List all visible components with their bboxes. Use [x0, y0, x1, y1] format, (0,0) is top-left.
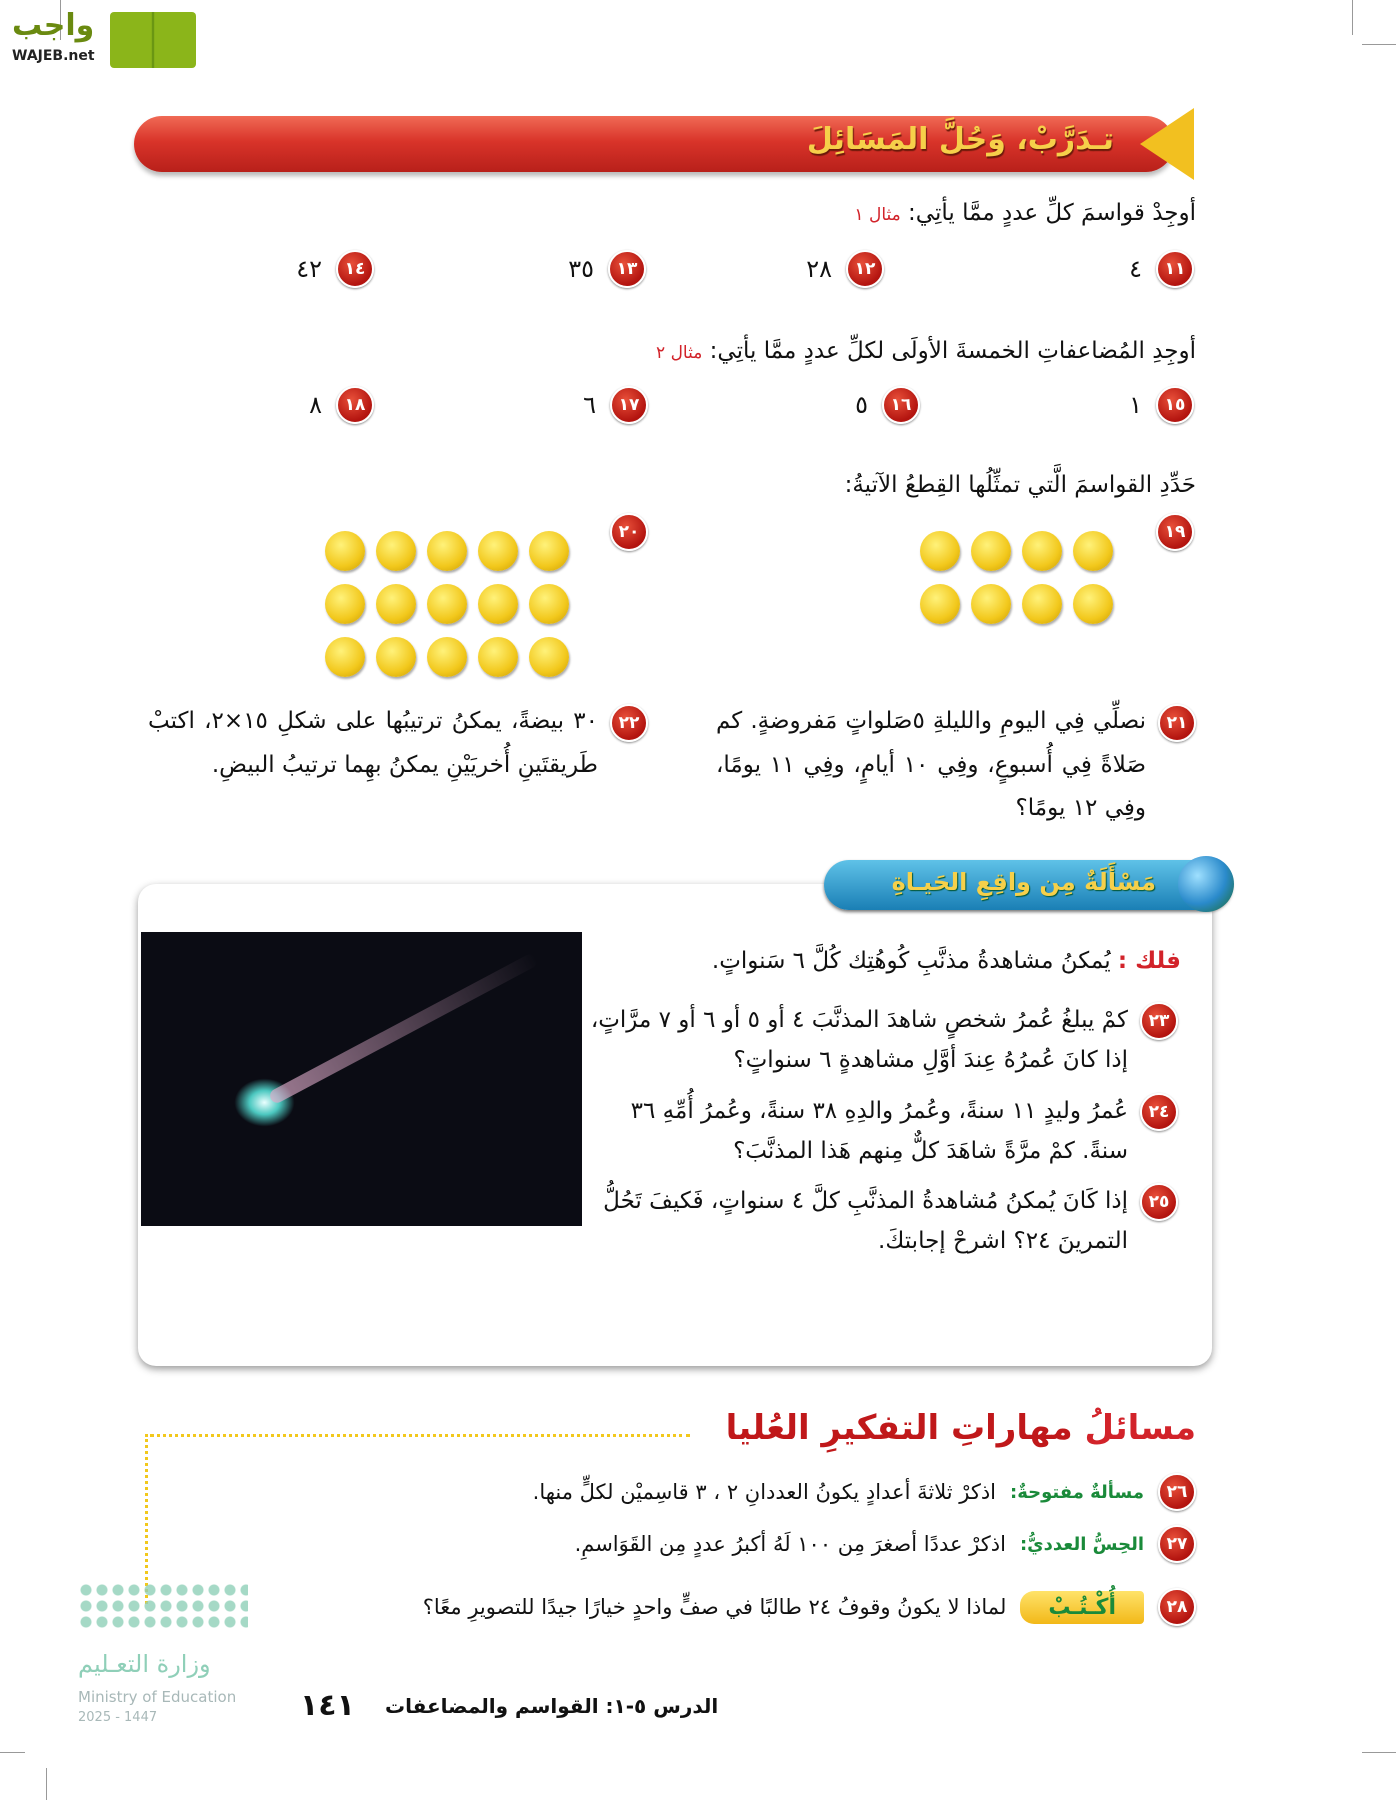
wajeb-logo: واجب WAJEB.net	[10, 8, 190, 68]
counter-dot	[1073, 531, 1113, 571]
counter-dot	[478, 637, 518, 677]
counter-dot	[376, 584, 416, 624]
crop-mark	[1352, 0, 1353, 35]
counter-dot	[529, 531, 569, 571]
counter-dot	[920, 531, 960, 571]
section-banner: تـدَرَّبْ، وَحُلَّ المَسَائِلَ	[134, 116, 1174, 172]
counter-dot	[971, 531, 1011, 571]
question-21: ٢١ نصلِّي فِي اليومِ والليلةِ ٥صَلواتٍ مَفروضةٍ. كم صَلاةً فِي أُسبوعٍ، وفِي ١٠ أيامٍ، وفِي ١١ يومًا، وفِي ١٢ يومًا؟	[716, 700, 1196, 831]
counter-dot	[427, 531, 467, 571]
ministry-logo-dots	[78, 1582, 248, 1632]
crop-mark	[1362, 1752, 1396, 1753]
globe-icon	[1178, 856, 1234, 912]
dotted-rule	[150, 1434, 690, 1437]
arrow-icon	[1140, 108, 1194, 180]
counter-dot	[376, 531, 416, 571]
question-22: ٢٢ ٣٠ بيضةً، يمكنُ ترتيبُها على شكلِ ١٥×٢، اكتبْ طَريقتَينِ أُخريَيْنِ يمكنُ بهِما ترتيبُ البيضِ.	[148, 700, 648, 787]
dotted-rule	[145, 1434, 148, 1604]
counter-dot	[971, 584, 1011, 624]
counter-dot	[529, 637, 569, 677]
counter-dot	[920, 584, 960, 624]
example-link[interactable]: مثال ٢	[656, 343, 703, 363]
counter-dot	[1073, 584, 1113, 624]
counter-dot	[325, 584, 365, 624]
crop-mark	[1362, 44, 1396, 45]
real-life-questions: ٢٣ كمْ يبلغُ عُمرُ شخصٍ شاهدَ المذنَّبَ ٤ أو ٥ أو ٦ أو ٧ مرَّاتٍ، إذا كانَ عُمرُهُ عِندَ أوَّلِ مشاهدةٍ ٦ سنواتٍ؟ ٢٤ عُمرُ وليدٍ ١١ سنةً، وعُمرُ والدِهِ ٣٨ سنةً، وعُمرُ أُمِّهِ ٣٦ سنةً. كمْ مرَّةً شاهَدَ كلٌّ مِنهم هَذا المذنَّبَ؟ ٢٥ إذا كَانَ يُمكنُ مُشاهدةُ المذنَّبِ كلَّ ٤ سنواتٍ، فَكيفَ تَحُلُّ التمرينَ ٢٤؟ اشرحْ إجابتكَ.	[578, 1000, 1178, 1262]
counter-dot	[478, 531, 518, 571]
counter-dot	[478, 584, 518, 624]
hots-heading: مسائلُ مهاراتِ التفكيرِ العُليا	[725, 1408, 1196, 1448]
counter-dot	[325, 637, 365, 677]
counter-dot	[427, 584, 467, 624]
counter-dot	[1022, 531, 1062, 571]
counter-dot	[1022, 584, 1062, 624]
write-pencil-label: أُكْـتُـبْ	[1020, 1591, 1144, 1624]
lesson-title: الدرس ٥-١: القواسم والمضاعفات	[385, 1694, 719, 1718]
crop-mark	[0, 1752, 25, 1753]
book-icon	[110, 12, 196, 68]
example-link[interactable]: مثال ١	[854, 205, 901, 225]
counter-dot	[325, 531, 365, 571]
page-number: ١٤١	[300, 1688, 355, 1723]
comet-image	[141, 932, 582, 1226]
counter-dot	[427, 637, 467, 677]
real-life-banner: مَسْأَلَةٌ مِن واقِعِ الحَيـاةِ	[824, 860, 1232, 910]
counter-dot	[376, 637, 416, 677]
crop-mark	[46, 1768, 47, 1800]
counter-dot	[529, 584, 569, 624]
